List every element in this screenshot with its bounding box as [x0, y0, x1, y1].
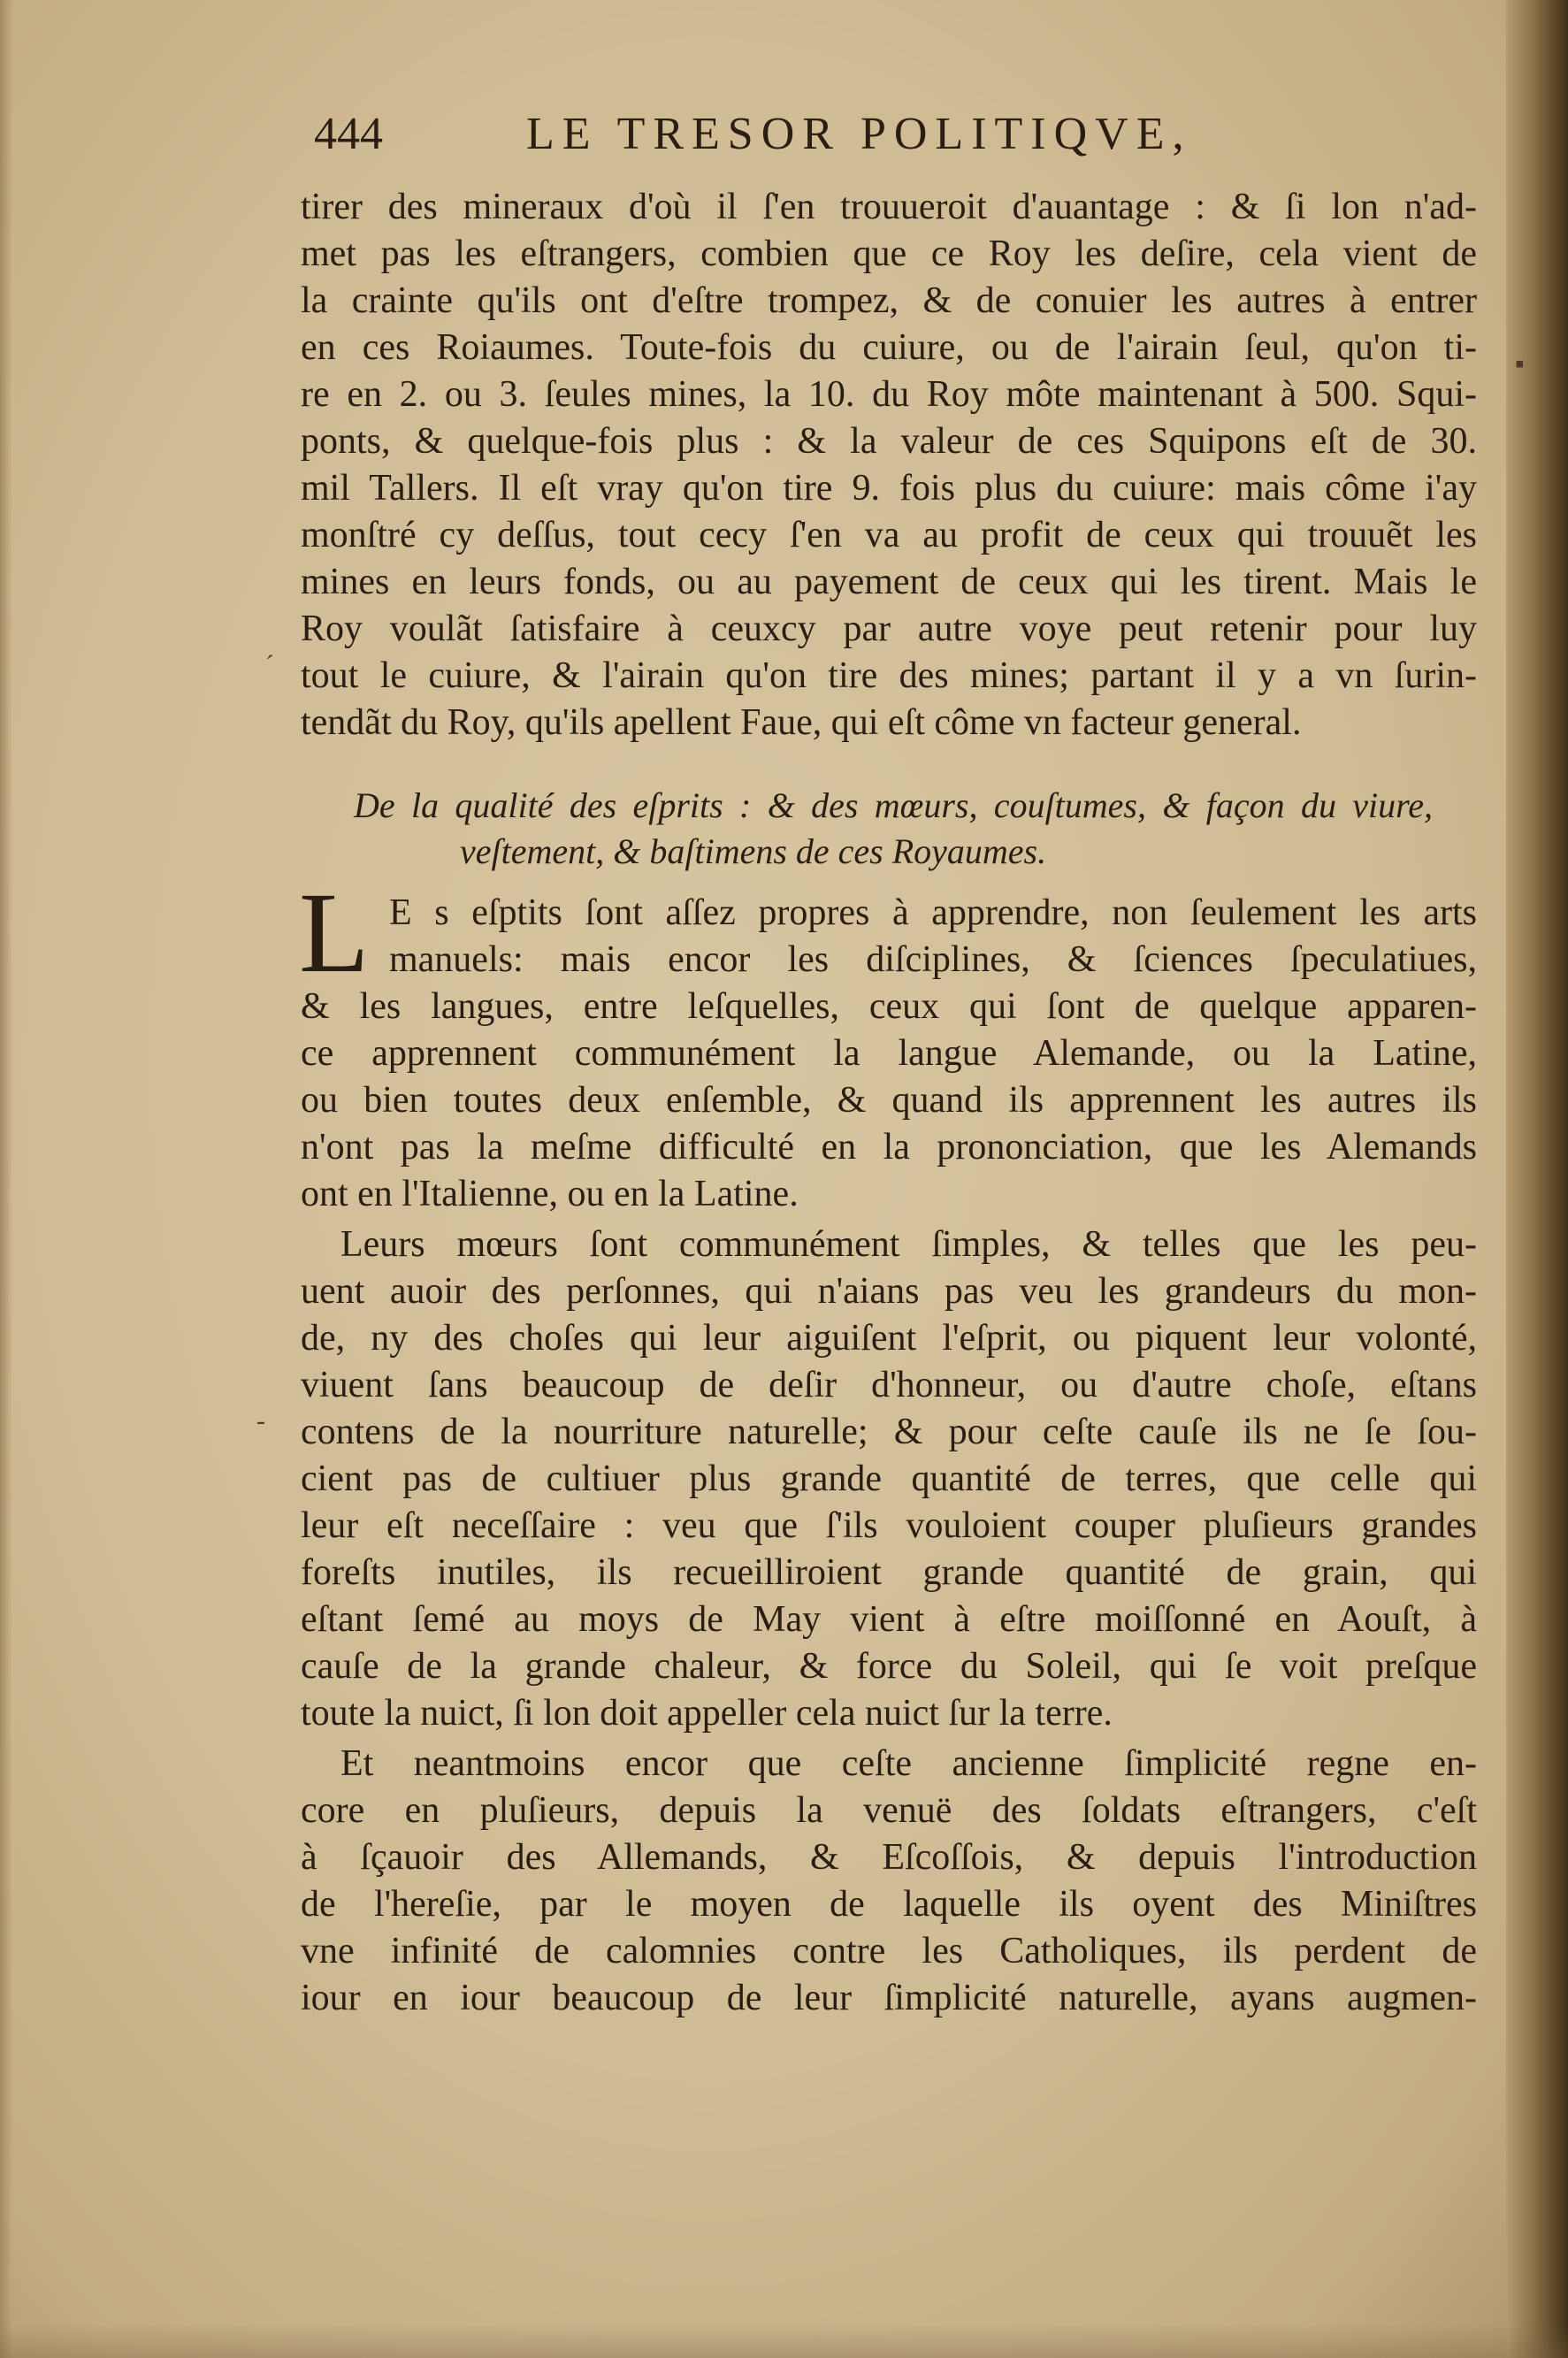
drop-cap: L [299, 869, 370, 997]
text-line: ou bien toutes deux enſemble, & quand ils apprennent les autres ils [301, 1080, 1477, 1121]
text-line: re en 2. ou 3. ſeules mines, la 10. du Roy môte maintenant à 500. Squi- [301, 374, 1477, 415]
text-line: de, ny des choſes qui leur aiguiſent l'eſprit, ou piquent leur volonté, [301, 1318, 1477, 1359]
text-line: mil Tallers. Il eſt vray qu'on tire 9. fois plus du cuiure: mais côme i'ay [301, 468, 1477, 509]
text-line: cauſe de la grande chaleur, & force du Soleil, qui ſe voit preſque [301, 1646, 1477, 1687]
text-line: vne infinité de calomnies contre les Catholiques, ils perdent de [301, 1931, 1477, 1971]
text-line: manuels: mais encor les diſciplines, & ſciences ſpeculatiues, [389, 939, 1477, 980]
text-line: tout le cuiure, & l'airain qu'on tire des mines; partant il y a vn ſurin- [301, 655, 1477, 696]
text-line: leur eſt neceſſaire : veu que ſ'ils vouloient couper pluſieurs grandes [301, 1505, 1477, 1546]
text-line: ce apprennent communément la langue Alemande, ou la Latine, [301, 1033, 1477, 1074]
text-line: Et neantmoins encor que ceſte ancienne ſimplicité regne en- [340, 1743, 1477, 1784]
text-line: de l'hereſie, par le moyen de laquelle ils oyent des Miniſtres [301, 1884, 1477, 1925]
text-line: contens de la nourriture naturelle; & pour ceſte cauſe ils ne ſe ſou- [301, 1412, 1477, 1452]
text-line: toute la nuict, ſi lon doit appeller cela nuict ſur la terre. [301, 1693, 1113, 1734]
text-line: core en pluſieurs, depuis la venuë des ſoldats eſtrangers, c'eſt [301, 1790, 1477, 1831]
text-line: uent auoir des perſonnes, qui n'aians pas veu les grandeurs du mon- [301, 1271, 1477, 1312]
text-line: en ces Roiaumes. Toute-fois du cuiure, ou de l'airain ſeul, qu'on ti- [301, 327, 1477, 368]
text-line: foreſts inutiles, ils recueilliroient grande quantité de grain, qui [301, 1552, 1477, 1593]
text-line: Leurs mœurs ſont communément ſimples, & telles que les peu- [340, 1224, 1477, 1265]
text-line: eſtant ſemé au moys de May vient à eſtre moiſſonné en Aouſt, à [301, 1599, 1477, 1640]
text-line: tirer des mineraux d'où il ſ'en trouueroit d'auantage : & ſi lon n'ad- [301, 187, 1477, 227]
text-line: à ſçauoir des Allemands, & Eſcoſſois, & depuis l'introduction [301, 1837, 1477, 1878]
text-line: monſtré cy deſſus, tout cecy ſ'en va au profit de ceux qui trouuẽt les [301, 515, 1477, 555]
margin-speck: ˊ [265, 650, 274, 679]
text-line: mines en leurs fonds, ou au payement de ceux qui les tirent. Mais le [301, 562, 1477, 602]
text-line: tendãt du Roy, qu'ils apellent Faue, qui eſt côme vn facteur general. [301, 702, 1302, 743]
text-line: E s eſptits ſont aſſez propres à apprendre, non ſeulement les arts [389, 892, 1477, 933]
text-line: n'ont pas la meſme difficulté en la prononciation, que les Alemands [301, 1127, 1477, 1168]
text-line: iour en iour beaucoup de leur ſimplicité naturelle, ayans augmen- [301, 1978, 1477, 2018]
text-line: met pas les eſtrangers, combien que ce Roy les deſire, cela vient de [301, 234, 1477, 274]
page-bottom-shade [0, 2323, 1568, 2358]
text-line: Roy voulãt ſatisfaire à ceuxcy par autre voye peut retenir pour luy [301, 609, 1477, 649]
margin-speck: - [256, 1406, 265, 1435]
margin-speck: ▪ [1515, 349, 1525, 379]
section-heading: De la qualité des eſprits : & des mœurs, couſtumes, & façon du viure, [354, 785, 1433, 825]
running-title: LE TRESOR POLITIQVE, [526, 109, 1192, 159]
text-line: viuent ſans beaucoup de deſir d'honneur, ou d'autre choſe, eſtans [301, 1365, 1477, 1405]
running-header [314, 108, 1464, 170]
text-line: ponts, & quelque-fois plus : & la valeur de ces Squipons eſt de 30. [301, 421, 1477, 462]
text-line: cient pas de cultiuer plus grande quantité de terres, que celle qui [301, 1458, 1477, 1499]
text-line: & les langues, entre leſquelles, ceux qui ſont de quelque apparen- [301, 986, 1477, 1027]
page-number: 444 [314, 109, 383, 159]
page-left-edge [0, 0, 12, 2358]
text-line: la crainte qu'ils ont d'eſtre trompez, & de conuier les autres à entrer [301, 280, 1477, 321]
text-line: ont en l'Italienne, ou en la Latine. [301, 1174, 799, 1214]
section-heading: veſtement, & baſtimens de ces Royaumes. [460, 831, 1047, 871]
